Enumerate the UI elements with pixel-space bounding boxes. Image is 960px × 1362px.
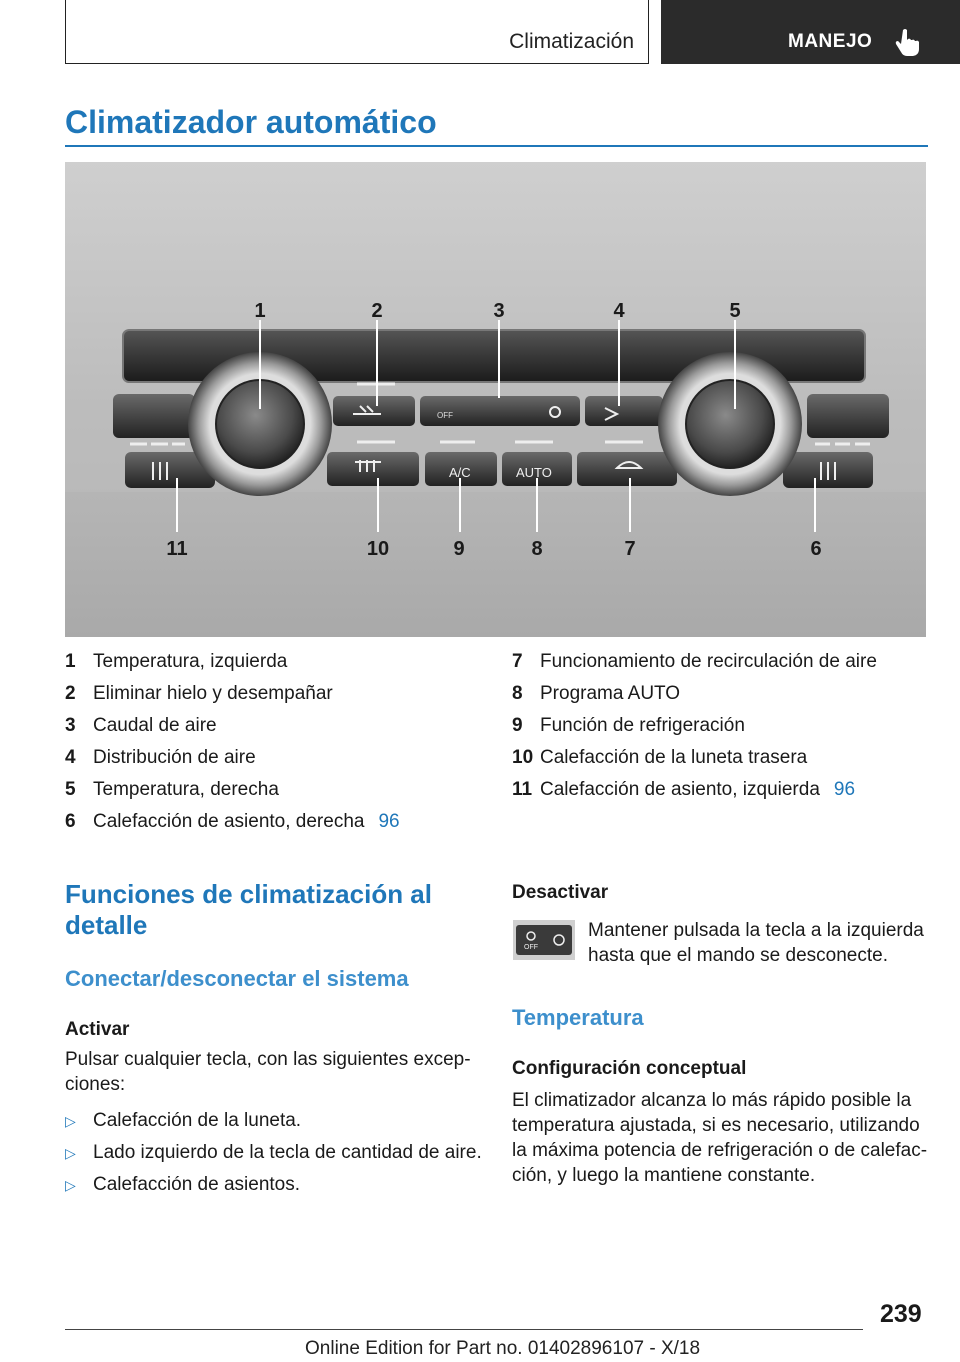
callout-11: 11 (166, 538, 188, 560)
concept-text: El climatizador alcanza lo más rápido posible la temperatura ajustada, si es necesario, utilizando la máxima potencia de refrigeración o de calefac-ción, y luego la mantiene constante. (512, 1090, 928, 1186)
legend-item: 10 Calefacción de la luneta trasera (512, 747, 808, 768)
callout-8: 8 (531, 538, 543, 560)
legend-item: 7 Funcionamiento de recirculación de aire (512, 651, 877, 672)
subsection-heading-temperature: Temperatura (512, 1005, 644, 1030)
legend-item: 1 Temperatura, izquierda (65, 651, 288, 672)
svg-text:AUTO: AUTO (516, 465, 552, 480)
legend-item: 5 Temperatura, derecha (65, 779, 279, 800)
svg-text:A/C: A/C (449, 465, 471, 480)
page-reference-link[interactable]: 96 (378, 811, 400, 832)
title-underline (65, 145, 928, 147)
hand-pointer-icon (895, 28, 921, 56)
svg-text:OFF: OFF (524, 944, 538, 951)
subheading-deactivate: Desactivar (512, 882, 609, 903)
legend-item: 6 Calefacción de asiento, derecha 96 (65, 811, 400, 832)
callout-5: 5 (729, 300, 741, 322)
header-section-title: Climatización (509, 30, 634, 53)
page-reference-link[interactable]: 96 (833, 779, 856, 800)
section-heading: Funciones de climatización al detalle (65, 879, 432, 940)
header-section-tab (65, 0, 649, 64)
bullet-item: ▷ Lado izquierdo de la tecla de cantidad de aire. (65, 1142, 482, 1163)
page-title: Climatizador automático (65, 104, 437, 140)
triangle-bullet-icon: ▷ (65, 1145, 76, 1161)
legend-item: 3 Caudal de aire (65, 715, 217, 736)
bullet-item: ▷ Calefacción de la luneta. (65, 1110, 302, 1131)
activate-text: Pulsar cualquier tecla, con las siguientes excep-ciones: (65, 1049, 471, 1095)
page-number: 239 (880, 1300, 922, 1328)
callout-3: 3 (493, 300, 505, 322)
triangle-bullet-icon: ▷ (65, 1113, 76, 1129)
callout-6: 6 (810, 538, 822, 560)
callout-9: 9 (453, 538, 465, 560)
deactivate-text: Mantener pulsada la tecla a la izquierda hasta que el mando se desconecte. (588, 920, 924, 966)
subheading-activate: Activar (65, 1019, 130, 1040)
legend-item: 2 Eliminar hielo y desempañar (65, 683, 333, 704)
subheading-concept: Configuración conceptual (512, 1058, 747, 1079)
legend-item: 9 Función de refrigeración (512, 715, 745, 736)
callout-1: 1 (254, 300, 266, 322)
bullet-item: ▷ Calefacción de asientos. (65, 1174, 301, 1195)
callout-4: 4 (613, 300, 625, 322)
fan-off-button-icon (513, 920, 575, 960)
svg-text:OFF: OFF (437, 411, 453, 420)
footer-rule (65, 1329, 863, 1330)
legend-item: 4 Distribución de aire (65, 747, 256, 768)
legend-item: 8 Programa AUTO (512, 683, 681, 704)
header-chapter-title: MANEJO (788, 31, 873, 52)
climate-panel-figure (65, 162, 926, 637)
legend-item: 11 Calefacción de asiento, izquierda 96 (512, 779, 856, 800)
callout-10: 10 (366, 538, 390, 560)
subsection-heading: Conectar/desconectar el sistema (65, 966, 409, 991)
triangle-bullet-icon: ▷ (65, 1177, 76, 1193)
footer-text: Online Edition for Part no. 01402896107 - X/18 (305, 1338, 701, 1359)
callout-7: 7 (624, 538, 636, 560)
callout-2: 2 (371, 300, 383, 322)
